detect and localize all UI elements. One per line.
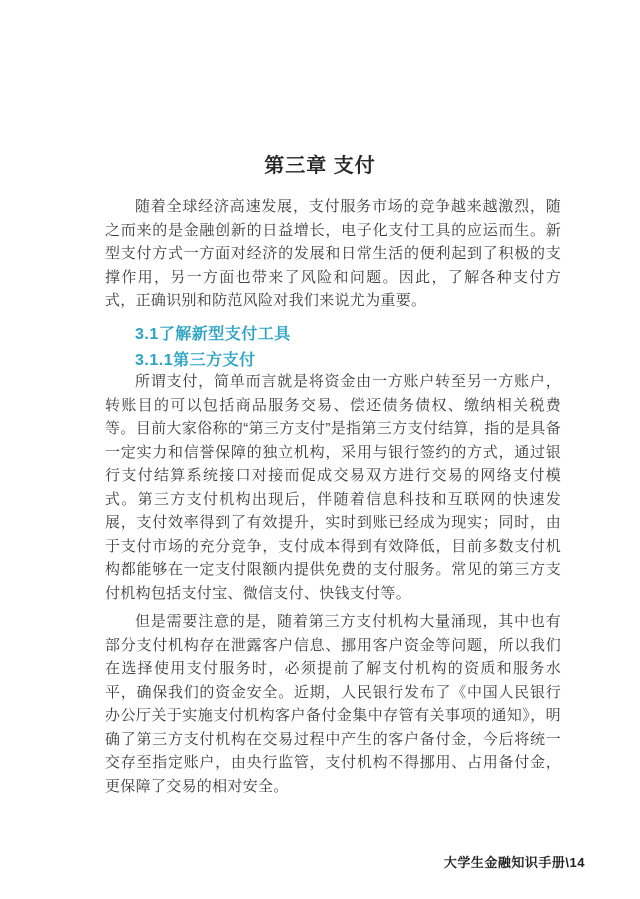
- chapter-title: 第三章 支付: [264, 155, 376, 178]
- section-heading-3-1-1: 3.1.1第三方支付: [135, 352, 256, 369]
- paragraph-third-party-payment: 所谓支付，简单而言就是将资金由一方账户转至另一方账户，转账目的可以包括商品服务交易、偿还债务债权、缴纳相关税费等。目前大家俗称的“第三方支付”是指第三方支付结算，指的是具备一定实力和信誉保障的独立机构，采用与银行签约的方式，通过银行支付结算系统接口对接而促成交易双方进行交易的网络支付模式。第三方支付机构出现后，伴随着信息科技和互联网的快速发展，支付效率得到了有效提升，实时到账已经成为现实；同时，由于支付市场的充分竞争，支付成本得到有效降低，目前多数支付机构都能够在一定支付限额内提供免费的支付服务。常见的第三方支付机构包括支付宝、微信支付、快钱支付等。: [105, 373, 561, 602]
- paragraph-caution-regulation: 但是需要注意的是，随着第三方支付机构大量涌现，其中也有部分支付机构存在泄露客户信息、挪用客户资金等问题，所以我们在选择使用支付服务时，必须提前了解支付机构的资质和服务水平，确保我们的资金安全。近期，人民银行发布了《中国人民银行办公厅关于实施支付机构客户备付金集中存管有关事项的通知》，明确了第三方支付机构在交易过程中产生的客户备付金，今后将统一交存至指定账户，由央行监管，支付机构不得挪用、占用备付金，更保障了交易的相对安全。: [105, 613, 561, 795]
- paragraph-intro: 随着全球经济高速发展，支付服务市场的竞争越来越激烈，随之而来的是金融创新的日益增长，电子化支付工具的应运而生。新型支付方式一方面对经济的发展和日常生活的便利起到了积极的支撑作用，另一方面也带来了风险和问题。因此，了解各种支付方式，正确识别和防范风险对我们来说尤为重要。: [105, 198, 561, 309]
- page-footer-booklet-page-number: 大学生金融知识手册\14: [443, 855, 585, 870]
- section-heading-3-1: 3.1了解新型支付工具: [135, 326, 291, 343]
